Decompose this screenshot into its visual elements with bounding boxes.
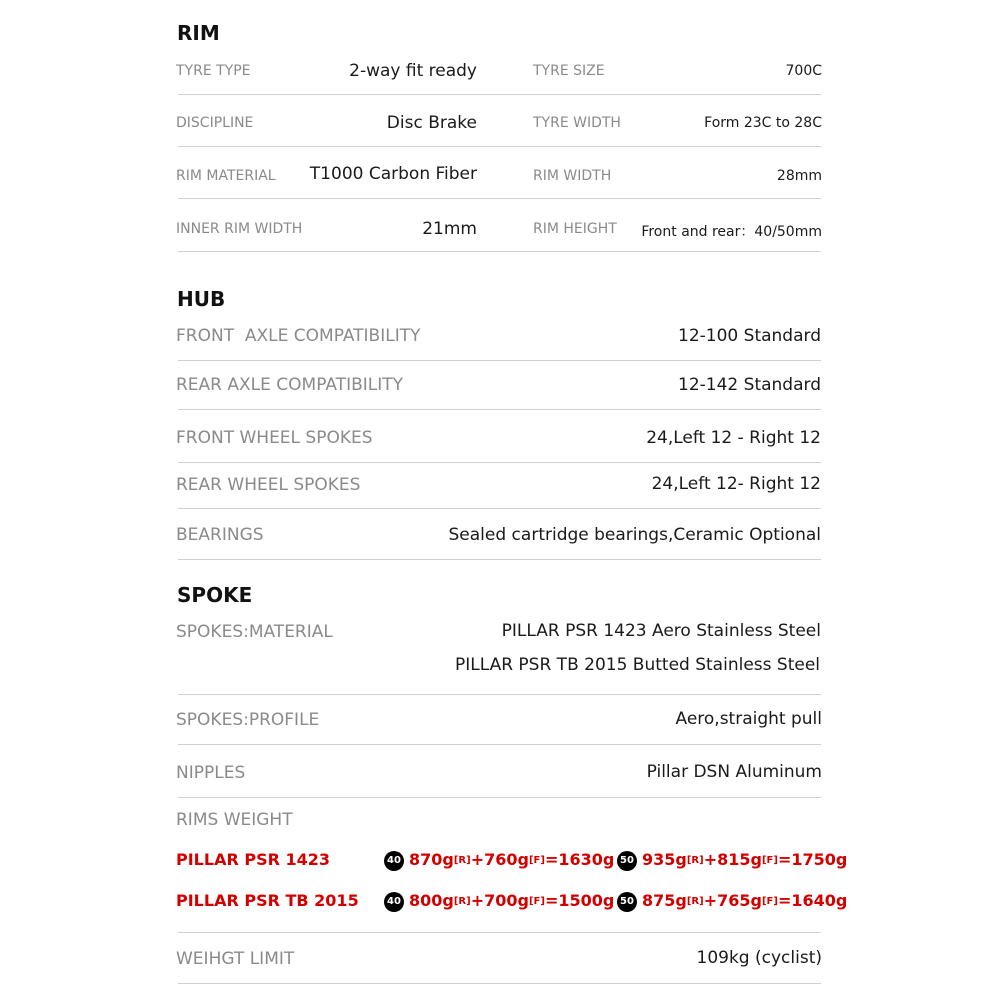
- rim-height-50-badge: 50: [617, 892, 637, 912]
- nipples-label: NIPPLES: [176, 763, 246, 783]
- front-axle-value: 12-100 Standard: [678, 326, 821, 346]
- front-wheel-spokes-value: 24,Left 12 - Right 12: [646, 428, 821, 448]
- spokes-material-label: SPOKES:MATERIAL: [176, 622, 333, 642]
- inner-rim-width-label: INNER RIM WIDTH: [176, 221, 303, 237]
- rim-material-label: RIM MATERIAL: [176, 168, 276, 184]
- rim-height-50-badge: 50: [617, 851, 637, 871]
- rear-axle-label: REAR AXLE COMPATIBILITY: [176, 375, 404, 395]
- divider: [178, 462, 821, 463]
- rear-wheel-spokes-value: 24,Left 12- Right 12: [651, 474, 821, 494]
- rim-width-label: RIM WIDTH: [533, 168, 612, 184]
- weight-40-formula: 870g[R]+760g[F]=1630g: [409, 850, 615, 869]
- weight-limit-label: WEIHGT LIMIT: [176, 949, 295, 969]
- bearings-value: Sealed cartridge bearings,Ceramic Optional: [448, 525, 821, 545]
- divider: [178, 694, 821, 695]
- weight-row-name: PILLAR PSR TB 2015: [176, 891, 359, 910]
- hub-heading: HUB: [177, 287, 226, 311]
- bearings-label: BEARINGS: [176, 525, 264, 545]
- tyre-size-value: 700C: [785, 63, 822, 79]
- weight-50-formula: 935g[R]+815g[F]=1750g: [642, 850, 848, 869]
- nipples-value: Pillar DSN Aluminum: [646, 762, 822, 782]
- rim-height-value: Front and rear：40/50mm: [641, 224, 822, 240]
- spokes-material-value-1: PILLAR PSR 1423 Aero Stainless Steel: [501, 621, 821, 641]
- front-wheel-spokes-label: FRONT WHEEL SPOKES: [176, 428, 373, 448]
- divider: [178, 146, 821, 147]
- divider: [178, 508, 821, 509]
- divider: [178, 409, 821, 410]
- spoke-heading: SPOKE: [177, 583, 253, 607]
- rear-wheel-spokes-label: REAR WHEEL SPOKES: [176, 475, 361, 495]
- rim-material-value: T1000 Carbon Fiber: [309, 164, 477, 184]
- tyre-type-label: TYRE TYPE: [176, 63, 251, 79]
- divider: [178, 251, 821, 252]
- rim-height-label: RIM HEIGHT: [533, 221, 617, 237]
- weight-50-formula: 875g[R]+765g[F]=1640g: [642, 891, 848, 910]
- divider: [178, 797, 821, 798]
- tyre-width-value: Form 23C to 28C: [704, 115, 822, 131]
- rim-width-value: 28mm: [776, 168, 822, 184]
- divider: [178, 744, 821, 745]
- rim-height-40-badge: 40: [384, 892, 404, 912]
- tyre-size-label: TYRE SIZE: [533, 63, 605, 79]
- spokes-profile-label: SPOKES:PROFILE: [176, 710, 320, 730]
- rims-weight-label: RIMS WEIGHT: [176, 810, 293, 830]
- divider: [178, 94, 821, 95]
- discipline-label: DISCIPLINE: [176, 115, 254, 131]
- spokes-material-value-2: PILLAR PSR TB 2015 Butted Stainless Steel: [454, 655, 820, 675]
- rim-height-40-badge: 40: [384, 851, 404, 871]
- rear-axle-value: 12-142 Standard: [678, 375, 821, 395]
- divider: [178, 559, 821, 560]
- front-axle-label: FRONT AXLE COMPATIBILITY: [176, 326, 421, 346]
- weight-row-name: PILLAR PSR 1423: [176, 850, 331, 869]
- tyre-type-value: 2-way fit ready: [349, 61, 477, 81]
- discipline-value: Disc Brake: [386, 113, 477, 133]
- weight-limit-value: 109kg (cyclist): [696, 948, 822, 968]
- rim-heading: RIM: [177, 21, 220, 45]
- divider: [178, 198, 821, 199]
- tyre-width-label: TYRE WIDTH: [533, 115, 621, 131]
- divider: [178, 360, 821, 361]
- spokes-profile-value: Aero,straight pull: [675, 709, 822, 729]
- inner-rim-width-value: 21mm: [422, 219, 477, 239]
- divider: [178, 983, 821, 984]
- weight-40-formula: 800g[R]+700g[F]=1500g: [409, 891, 615, 910]
- divider: [178, 932, 821, 933]
